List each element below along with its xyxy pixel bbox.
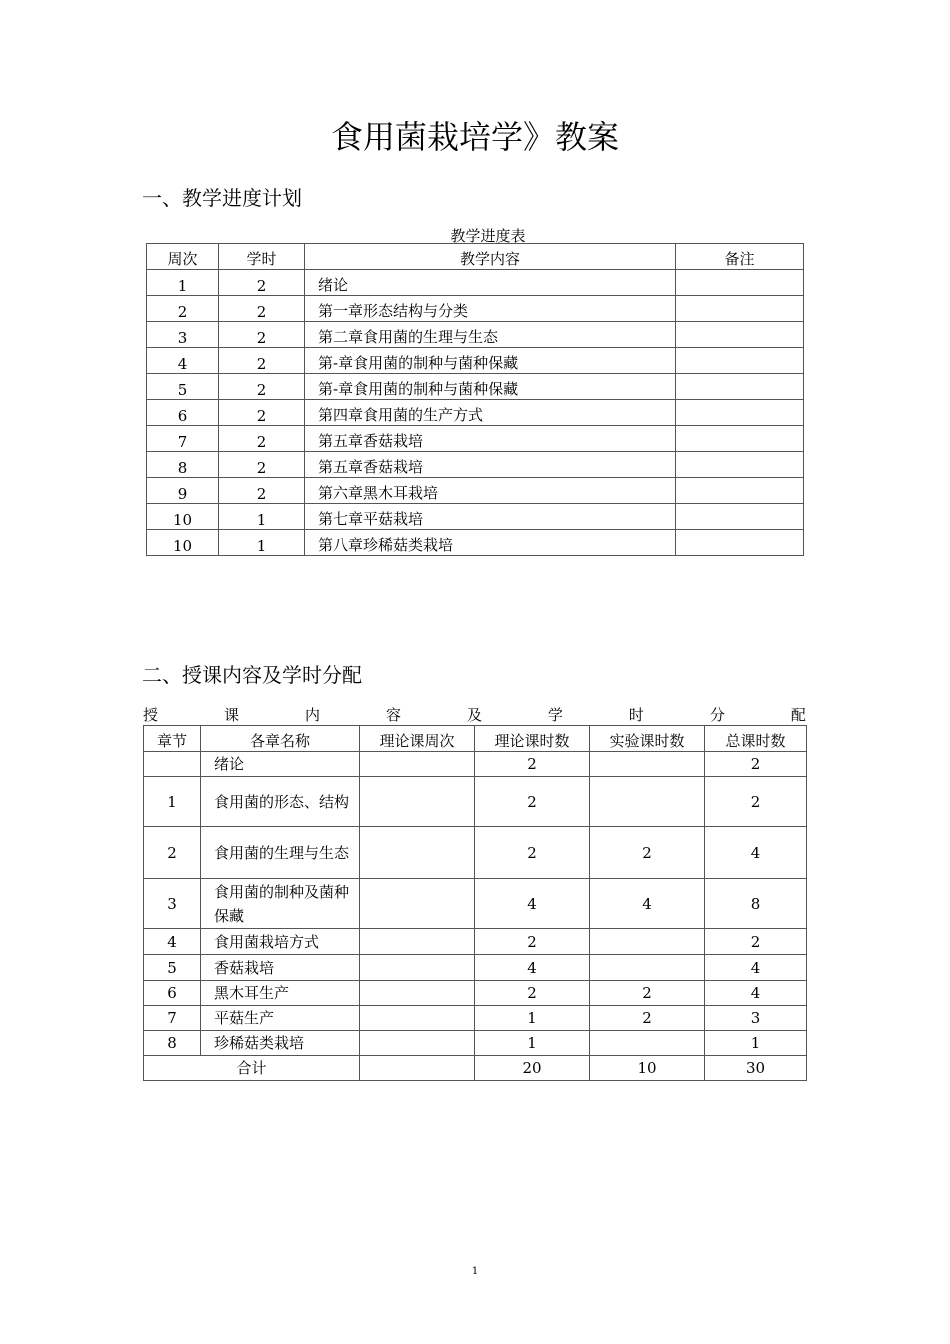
theory-weeks-cell (360, 879, 475, 929)
table-row (144, 777, 807, 827)
total-hours-cell: 2 (705, 929, 807, 955)
table-row (144, 879, 807, 929)
total-weeks-cell (360, 1056, 475, 1081)
table-row (144, 955, 807, 981)
chapter-cell: 4 (144, 929, 201, 955)
remarks-cell (676, 400, 804, 426)
allocation-header-row (144, 726, 807, 752)
week-cell: 10 (147, 530, 219, 556)
chapter-name-cell: 食用菌的制种及菌种保藏 (201, 879, 360, 929)
theory-hours-cell: 4 (475, 879, 590, 929)
content-cell: 第六章黑木耳栽培 (305, 478, 676, 504)
chapter-name-cell: 黑木耳生产 (201, 981, 360, 1006)
lab-hours-cell: 2 (590, 1006, 705, 1031)
header-lab-hours: 实验课时数 (590, 726, 705, 752)
lab-hours-cell (590, 929, 705, 955)
hours-cell: 2 (219, 270, 305, 296)
remarks-cell (676, 426, 804, 452)
header-chapter-name: 各章名称 (201, 726, 360, 752)
content-cell: 绪论 (305, 270, 676, 296)
caption-char: 及 (466, 706, 482, 724)
content-cell: 第七章平菇栽培 (305, 504, 676, 530)
chapter-name-cell: 平菇生产 (201, 1006, 360, 1031)
content-cell: 第-章食用菌的制种与菌种保藏 (305, 348, 676, 374)
table-row (144, 752, 807, 777)
hours-cell: 1 (219, 504, 305, 530)
theory-weeks-cell (360, 827, 475, 879)
content-cell: 第一章形态结构与分类 (305, 296, 676, 322)
table-row (147, 530, 804, 556)
hours-cell: 2 (219, 426, 305, 452)
allocation-table-caption (143, 704, 806, 725)
caption-char: 学 (547, 706, 563, 724)
table-row (144, 1006, 807, 1031)
theory-hours-cell: 2 (475, 752, 590, 777)
total-label-cell: 合计 (144, 1056, 360, 1081)
document-title: 食用菌栽培学》教案 (330, 118, 619, 156)
caption-char: 容 (385, 706, 401, 724)
hours-cell: 2 (219, 452, 305, 478)
schedule-table-caption: 教学进度表 (450, 227, 526, 245)
hours-cell: 1 (219, 530, 305, 556)
table-row (147, 478, 804, 504)
total-hours-cell: 2 (705, 752, 807, 777)
lab-hours-cell (590, 955, 705, 981)
total-hours-cell: 4 (705, 827, 807, 879)
remarks-cell (676, 374, 804, 400)
remarks-cell (676, 504, 804, 530)
chapter-name-cell: 绪论 (201, 752, 360, 777)
chapter-cell: 3 (144, 879, 201, 929)
caption-char: 分 (709, 706, 725, 724)
header-chapter: 章节 (144, 726, 201, 752)
remarks-cell (676, 296, 804, 322)
hours-cell: 2 (219, 400, 305, 426)
content-cell: 第二章食用菌的生理与生态 (305, 322, 676, 348)
week-cell: 7 (147, 426, 219, 452)
week-cell: 9 (147, 478, 219, 504)
theory-weeks-cell (360, 955, 475, 981)
lab-hours-cell (590, 1031, 705, 1056)
hours-cell: 2 (219, 348, 305, 374)
chapter-cell: 8 (144, 1031, 201, 1056)
table-row (147, 426, 804, 452)
header-theory-hours: 理论课时数 (475, 726, 590, 752)
table-row (147, 504, 804, 530)
table-row (147, 374, 804, 400)
lab-hours-cell: 4 (590, 879, 705, 929)
chapter-name-cell: 食用菌栽培方式 (201, 929, 360, 955)
total-sum-cell: 30 (705, 1056, 807, 1081)
allocation-table (143, 725, 807, 1081)
total-hours-cell: 8 (705, 879, 807, 929)
total-theory-cell: 20 (475, 1056, 590, 1081)
lab-hours-cell (590, 752, 705, 777)
caption-char: 授 (143, 706, 159, 724)
section-heading-allocation: 二、授课内容及学时分配 (142, 663, 362, 687)
theory-hours-cell: 2 (475, 981, 590, 1006)
chapter-name-cell: 食用菌的生理与生态 (201, 827, 360, 879)
lab-hours-cell: 2 (590, 827, 705, 879)
theory-hours-cell: 1 (475, 1031, 590, 1056)
table-row (144, 981, 807, 1006)
content-cell: 第八章珍稀菇类栽培 (305, 530, 676, 556)
theory-weeks-cell (360, 1031, 475, 1056)
header-week: 周次 (147, 244, 219, 270)
chapter-cell (144, 752, 201, 777)
week-cell: 3 (147, 322, 219, 348)
week-cell: 4 (147, 348, 219, 374)
theory-weeks-cell (360, 1006, 475, 1031)
table-row (147, 400, 804, 426)
content-cell: 第-章食用菌的制种与菌种保藏 (305, 374, 676, 400)
theory-hours-cell: 1 (475, 1006, 590, 1031)
header-total-hours: 总课时数 (705, 726, 807, 752)
hours-cell: 2 (219, 374, 305, 400)
table-row (147, 296, 804, 322)
theory-weeks-cell (360, 752, 475, 777)
total-hours-cell: 2 (705, 777, 807, 827)
table-row (147, 270, 804, 296)
chapter-name-cell: 食用菌的形态、结构 (201, 777, 360, 827)
remarks-cell (676, 270, 804, 296)
remarks-cell (676, 452, 804, 478)
theory-hours-cell: 2 (475, 777, 590, 827)
remarks-cell (676, 322, 804, 348)
theory-hours-cell: 4 (475, 955, 590, 981)
total-row (144, 1056, 807, 1081)
remarks-cell (676, 348, 804, 374)
hours-cell: 2 (219, 322, 305, 348)
caption-char: 内 (304, 706, 320, 724)
header-content: 教学内容 (305, 244, 676, 270)
total-hours-cell: 1 (705, 1031, 807, 1056)
table-row (147, 322, 804, 348)
week-cell: 5 (147, 374, 219, 400)
chapter-cell: 6 (144, 981, 201, 1006)
total-lab-cell: 10 (590, 1056, 705, 1081)
header-theory-weeks: 理论课周次 (360, 726, 475, 752)
header-remarks: 备注 (676, 244, 804, 270)
table-row (147, 452, 804, 478)
schedule-header-row (147, 244, 804, 270)
chapter-name-cell: 香菇栽培 (201, 955, 360, 981)
content-cell: 第四章食用菌的生产方式 (305, 400, 676, 426)
theory-weeks-cell (360, 777, 475, 827)
table-row (147, 348, 804, 374)
hours-cell: 2 (219, 296, 305, 322)
lab-hours-cell (590, 777, 705, 827)
chapter-cell: 7 (144, 1006, 201, 1031)
total-hours-cell: 4 (705, 981, 807, 1006)
table-row (144, 827, 807, 879)
theory-weeks-cell (360, 929, 475, 955)
table-row (144, 1031, 807, 1056)
section-heading-schedule: 一、教学进度计划 (142, 186, 302, 210)
week-cell: 2 (147, 296, 219, 322)
chapter-cell: 2 (144, 827, 201, 879)
content-cell: 第五章香菇栽培 (305, 426, 676, 452)
caption-char: 课 (223, 706, 239, 724)
chapter-cell: 1 (144, 777, 201, 827)
header-hours: 学时 (219, 244, 305, 270)
theory-hours-cell: 2 (475, 827, 590, 879)
hours-cell: 2 (219, 478, 305, 504)
page-number: 1 (471, 1266, 479, 1277)
week-cell: 10 (147, 504, 219, 530)
week-cell: 6 (147, 400, 219, 426)
total-hours-cell: 3 (705, 1006, 807, 1031)
week-cell: 1 (147, 270, 219, 296)
caption-char: 时 (628, 706, 644, 724)
week-cell: 8 (147, 452, 219, 478)
schedule-table (146, 243, 804, 556)
chapter-cell: 5 (144, 955, 201, 981)
chapter-name-cell: 珍稀菇类栽培 (201, 1031, 360, 1056)
total-hours-cell: 4 (705, 955, 807, 981)
remarks-cell (676, 530, 804, 556)
remarks-cell (676, 478, 804, 504)
theory-hours-cell: 2 (475, 929, 590, 955)
content-cell: 第五章香菇栽培 (305, 452, 676, 478)
lab-hours-cell: 2 (590, 981, 705, 1006)
theory-weeks-cell (360, 981, 475, 1006)
table-row (144, 929, 807, 955)
caption-char: 配 (790, 706, 806, 724)
